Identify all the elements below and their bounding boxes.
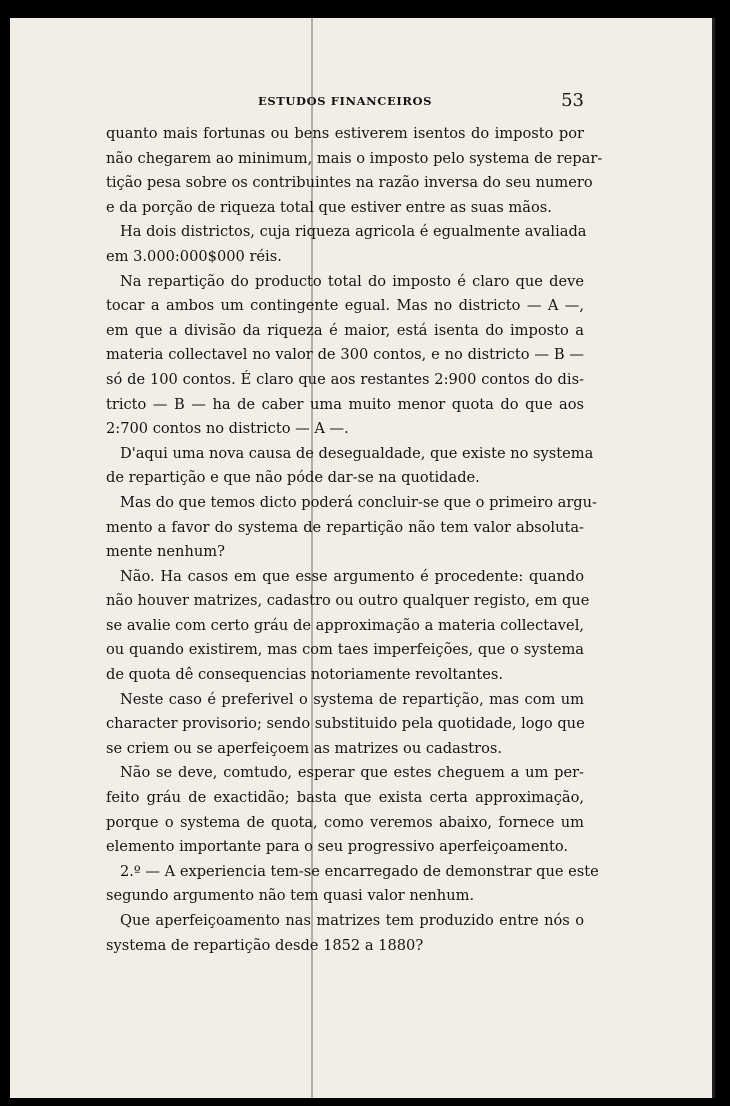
page-edge: [712, 18, 715, 1098]
paragraph: [106, 688, 584, 762]
text-line: Que aperfeiçoamento nas matrizes tem produzido entre nós o: [120, 912, 584, 929]
text-line: character provisorio; sendo substituido pela quotidade, logo que: [106, 715, 585, 733]
paragraph: [106, 761, 584, 859]
text-line: systema de repartição desde 1852 a 1880?: [106, 936, 424, 954]
text-line: não houver matrizes, cadastro ou outro qualquer registo, em que: [106, 592, 590, 610]
text-line: porque o systema de quota, como veremos abaixo, fornece um: [106, 813, 584, 831]
text-line: quanto mais fortunas ou bens estiverem isentos do imposto por: [106, 125, 584, 142]
text-line: Na repartição do producto total do imposto é claro que deve: [120, 272, 584, 290]
paragraph: [106, 122, 603, 220]
text-line: em que a divisão da riqueza é maior, está isenta do imposto a: [106, 321, 584, 339]
paragraph: [106, 565, 590, 688]
text-line: feito gráu de exactidão; basta que exista certa approximação,: [106, 789, 584, 807]
text-line: D'aqui uma nova causa de desegualdade, que existe no systema: [120, 444, 594, 462]
paragraph: [106, 491, 597, 565]
running-title: ESTUDOS FINANCEIROS: [257, 94, 433, 108]
text-line: Neste caso é preferivel o systema de repartição, mas com um: [120, 690, 584, 708]
text-line: 2:700 contos no districto — A —.: [106, 420, 349, 438]
text-line: se avalie com certo gráu de approximação a materia collectavel,: [106, 616, 584, 634]
paragraph: [106, 220, 587, 269]
text-line: se criem ou se aperfeiçoem as matrizes ou cadastros.: [106, 739, 503, 757]
text-line: elemento importante para o seu progressivo aperfeiçoamento.: [106, 838, 569, 856]
text-line: e da porção de riqueza total que estiver entre as suas mãos.: [106, 198, 552, 216]
text-line: ou quando existirem, mas com taes imperfeições, que o systema: [106, 641, 584, 659]
text-line: segundo argumento não tem quasi valor nenhum.: [106, 887, 475, 905]
text-line: 2.º — A experiencia tem-se encarregado de demonstrar que este: [120, 862, 599, 880]
book-page: [10, 18, 715, 1098]
text-line: Não. Ha casos em que esse argumento é procedente: quando: [120, 567, 584, 585]
text-line: tocar a ambos um contingente egual. Mas no districto — A —,: [106, 297, 584, 315]
text-line: mento a favor do systema de repartição não tem valor absoluta-: [106, 518, 584, 536]
text-line: só de 100 contos. É claro que aos restantes 2:900 contos do dis-: [106, 370, 584, 388]
paragraph: [106, 909, 584, 958]
text-line: tição pesa sobre os contribuintes na razão inversa do seu numero: [106, 174, 593, 192]
body-text: [106, 122, 603, 958]
paragraph: [106, 860, 599, 909]
paragraph: [106, 442, 594, 491]
text-line: de quota dê consequencias notoriamente revoltantes.: [106, 666, 503, 684]
page-header: [106, 90, 584, 114]
text-line: não chegarem ao minimum, mais o imposto pelo systema de repar-: [106, 149, 603, 167]
text-line: Mas do que temos dicto poderá concluir-se que o primeiro argu-: [120, 493, 597, 511]
text-line: Ha dois districtos, cuja riqueza agricola é egualmente avaliada: [120, 223, 587, 241]
text-line: tricto — B — ha de caber uma muito menor quota do que aos: [106, 395, 584, 413]
text-line: Não se deve, comtudo, esperar que estes cheguem a um per-: [120, 764, 584, 782]
text-line: mente nenhum?: [106, 543, 225, 561]
paragraph: [106, 270, 584, 442]
page-number: 53: [561, 90, 584, 111]
text-line: de repartição e que não póde dar-se na quotidade.: [106, 469, 480, 487]
text-line: materia collectavel no valor de 300 contos, e no districto — B —: [106, 346, 584, 364]
text-line: em 3.000:000$000 réis.: [106, 247, 282, 265]
